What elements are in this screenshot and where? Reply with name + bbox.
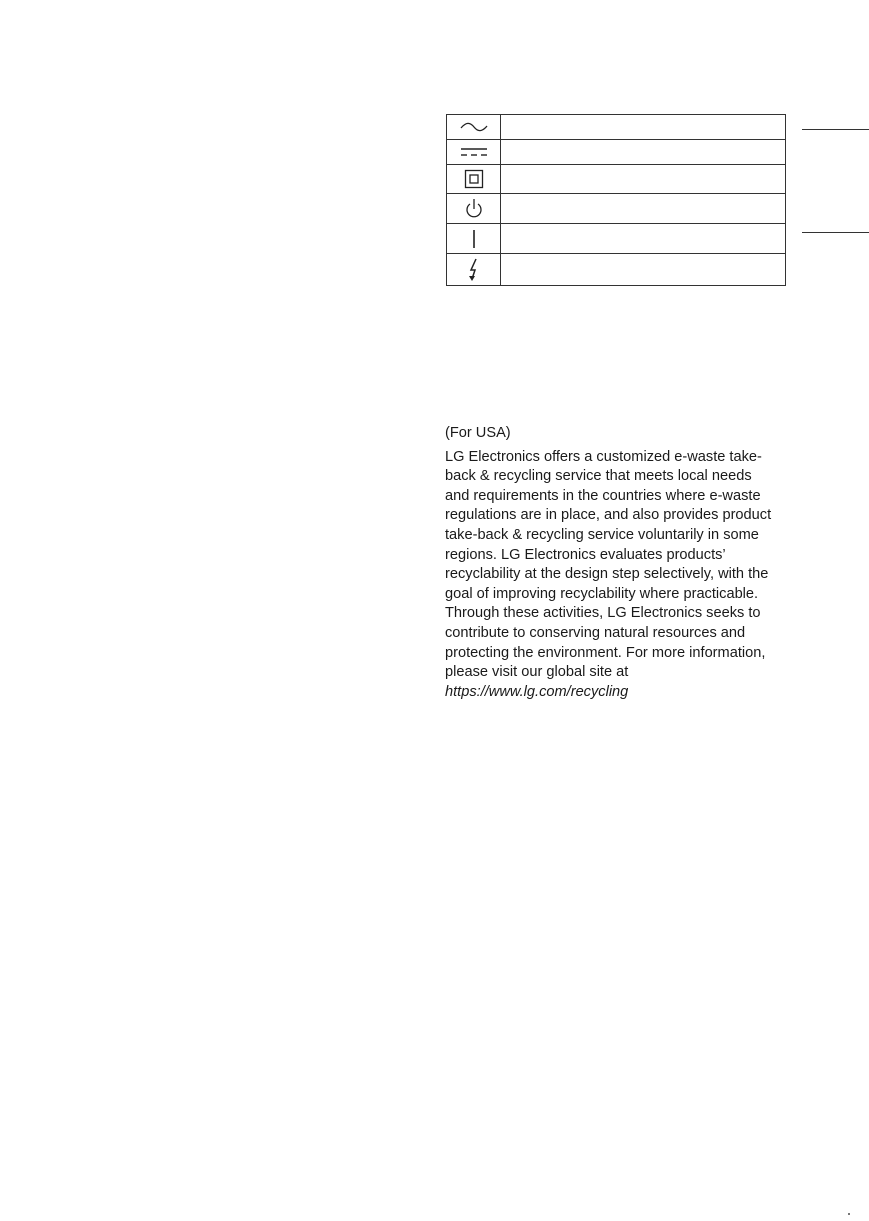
recycling-url-link[interactable]: https://www.lg.com/recycling: [445, 683, 629, 700]
recycling-body: [445, 448, 775, 703]
symbol-icon-cell: [447, 194, 501, 224]
symbol-icon-cell: [447, 254, 501, 286]
symbol-description: [501, 194, 786, 224]
symbol-row-standby: [447, 194, 786, 224]
recycling-heading: (For USA): [445, 425, 511, 441]
symbol-icon-cell: [447, 115, 501, 140]
symbol-row-ac: [447, 115, 786, 140]
symbol-row-dc: [447, 140, 786, 165]
power-on-icon: [469, 228, 479, 250]
page-mark: [848, 1213, 850, 1215]
symbol-icon-cell: [447, 224, 501, 254]
recycling-notice: [445, 424, 775, 702]
symbol-description: [501, 165, 786, 194]
symbol-row-on: [447, 224, 786, 254]
symbol-icon-cell: [447, 165, 501, 194]
dc-direct-current-icon: [459, 146, 489, 158]
symbol-description: [501, 224, 786, 254]
class-ii-double-insulation-icon: [464, 169, 484, 189]
dangerous-voltage-icon: [467, 257, 481, 283]
symbol-description: [501, 140, 786, 165]
ac-alternating-current-icon: [459, 121, 489, 133]
margin-rule-top: [802, 129, 869, 130]
recycling-body-text: LG Electronics offers a customized e-waste take-back & recycling service that meets local needs and requirements in the countries where e-waste regulations are in place, and also provides product take-back & recycling service voluntarily in some regions. LG Electronics evaluates products’ recyclability at the design step selectively, with the goal of improving recyclability where practicable. Through these activities, LG Electronics seeks to contribute to conserving natural resources and protecting the environment. For more information, please visit our global site at: [445, 448, 772, 681]
symbol-description: [501, 115, 786, 140]
margin-rule-bottom: [802, 232, 869, 233]
symbol-row-voltage: [447, 254, 786, 286]
standby-power-icon: [464, 198, 484, 220]
symbol-row-class-ii: [447, 165, 786, 194]
electrical-symbols-table: [446, 114, 786, 286]
symbol-icon-cell: [447, 140, 501, 165]
symbol-description: [501, 254, 786, 286]
